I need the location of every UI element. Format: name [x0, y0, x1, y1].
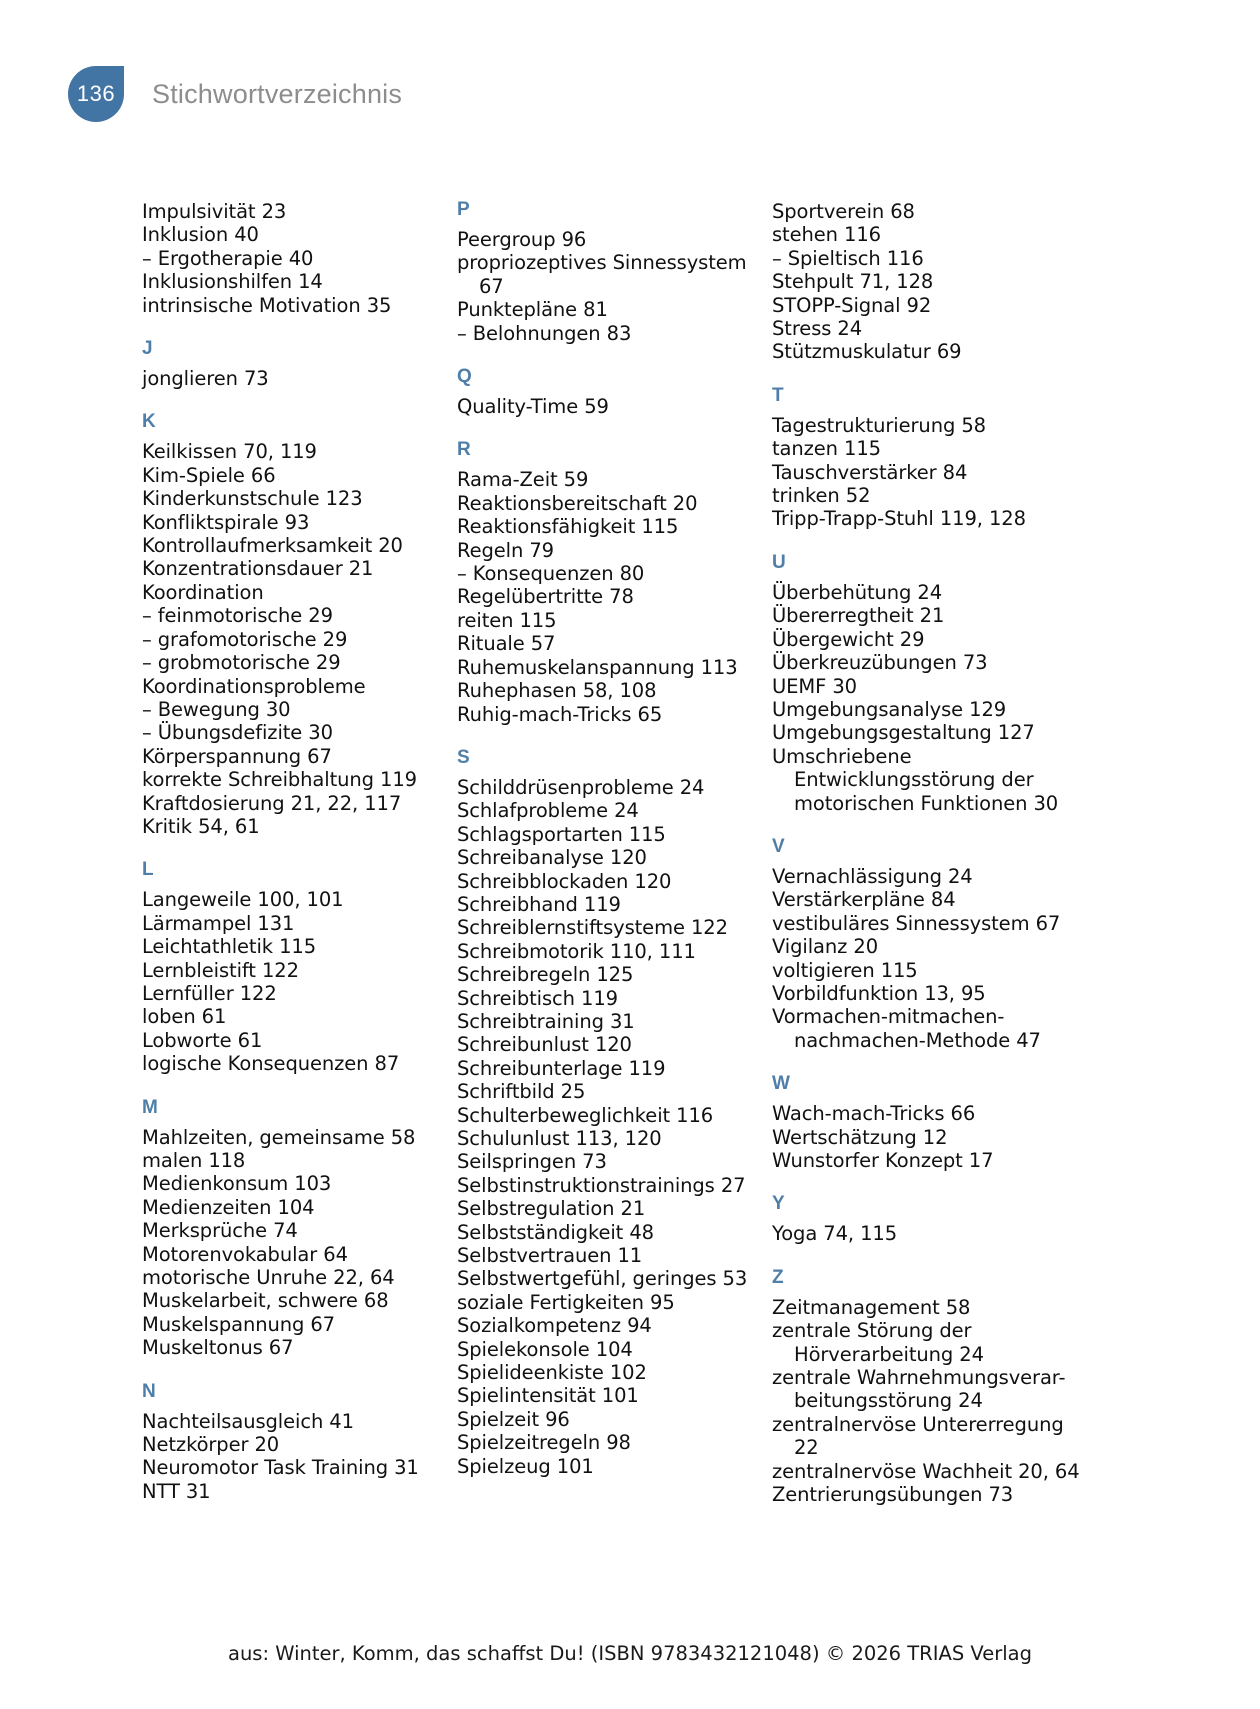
index-subentry — [772, 247, 1087, 270]
letter-heading: K — [142, 411, 156, 433]
letter-heading: L — [142, 859, 154, 881]
index-entry-text: Peergroup 96 — [457, 228, 587, 251]
index-entry — [772, 1296, 1087, 1319]
index-entry-text: – Übungsdefizite 30 — [142, 721, 333, 745]
page-title: Stichwortverzeichnis — [152, 78, 403, 109]
index-entry-text: zentralnervöse Wachheit 20, 64 — [772, 1459, 1080, 1483]
index-entry — [142, 1149, 457, 1172]
index-entry-text: motorische Unruhe 22, 64 — [142, 1266, 395, 1290]
index-entry-text: Wunstorfer Konzept 17 — [772, 1149, 994, 1172]
index-entry — [142, 511, 457, 534]
index-entry-text: Spielzeit 96 — [457, 1407, 570, 1431]
index-entry-text: Konfliktspirale 93 — [142, 510, 310, 534]
index-subentry — [142, 651, 457, 674]
column-2 — [457, 200, 772, 1506]
index-subentry — [457, 562, 772, 585]
index-entry — [772, 581, 1087, 604]
index-entry-text: Schreibanalyse 120 — [457, 846, 647, 870]
index-entry-text: Reaktionsbereitschaft 20 — [457, 491, 698, 515]
index-entry — [772, 912, 1087, 935]
index-entry — [457, 468, 772, 491]
index-entry — [772, 1366, 1087, 1413]
index-entry-text: – Bewegung 30 — [142, 697, 291, 721]
index-entry — [772, 959, 1087, 982]
index-entry-text: Quality-Time 59 — [457, 395, 609, 419]
index-entry — [457, 703, 772, 726]
index-entry — [772, 1483, 1087, 1506]
letter-heading: S — [457, 746, 470, 768]
index-entry-continuation: motorischen Funktionen 30 — [794, 791, 1059, 815]
index-entry-text: Stützmuskulatur 69 — [772, 340, 962, 364]
index-entry-continuation: 67 — [479, 274, 504, 298]
index-entry — [772, 745, 1087, 815]
index-entry-text: loben 61 — [142, 1005, 227, 1029]
index-entry-text: Inklusionshilfen 14 — [142, 270, 323, 294]
index-entry-text: Schlagsportarten 115 — [457, 822, 666, 846]
index-entry — [142, 1196, 457, 1219]
index-entry-text: Spielideenkiste 102 — [457, 1361, 647, 1385]
index-entry-text: Wach-mach-Tricks 66 — [772, 1102, 976, 1126]
index-entry-text: Langeweile 100, 101 — [142, 888, 344, 912]
letter-heading: P — [457, 199, 470, 220]
index-entry — [142, 935, 457, 958]
index-entry-text: korrekte Schreibhaltung 119 — [142, 768, 417, 792]
index-entry — [457, 987, 772, 1010]
index-entry-continuation: Entwicklungsstörung der — [794, 768, 1034, 792]
index-entry — [142, 440, 457, 463]
index-entry-text: Selbstständigkeit 48 — [457, 1220, 654, 1244]
index-entry-text: Spielintensität 101 — [457, 1384, 639, 1408]
index-entry — [772, 200, 1087, 223]
index-entry-text: Tauschverstärker 84 — [772, 460, 968, 484]
index-entry — [142, 888, 457, 911]
index-entry-text: Vorbildfunktion 13, 95 — [772, 981, 986, 1005]
index-entry — [457, 1244, 772, 1267]
index-entry — [142, 959, 457, 982]
page-footer: aus: Winter, Komm, das schaffst Du! (ISBN 9783432121048) © 2026 TRIAS Verlag — [228, 1642, 1032, 1665]
index-entry — [457, 1150, 772, 1173]
index-entry-text: malen 118 — [142, 1149, 246, 1172]
letter-heading: J — [142, 338, 153, 360]
index-entry — [772, 461, 1087, 484]
index-entry-text: Kraftdosierung 21, 22, 117 — [142, 791, 402, 815]
index-entry — [142, 1410, 457, 1433]
index-entry-text: Vernachlässigung 24 — [772, 864, 973, 888]
index-entry-text: Kinderkunstschule 123 — [142, 487, 363, 511]
index-entry-text: Stress 24 — [772, 317, 863, 341]
index-entry — [772, 294, 1087, 317]
index-entry-text: Schreibtraining 31 — [457, 1009, 635, 1033]
index-entry-text: Muskelarbeit, schwere 68 — [142, 1289, 389, 1313]
index-entry — [457, 585, 772, 608]
index-entry-text: Körperspannung 67 — [142, 744, 332, 768]
index-entry — [142, 1313, 457, 1336]
index-entry — [457, 893, 772, 916]
index-entry — [142, 1029, 457, 1052]
index-entry — [142, 675, 457, 698]
index-entry-text: jonglieren 73 — [142, 367, 269, 391]
index-entry — [457, 1104, 772, 1127]
index-entry-text: Schreibunlust 120 — [457, 1033, 632, 1057]
index-entry-text: tanzen 115 — [772, 437, 881, 461]
index-entry — [457, 251, 772, 298]
index-entry-continuation: beitungsstörung 24 — [794, 1389, 983, 1413]
index-entry — [142, 464, 457, 487]
index-entry — [772, 675, 1087, 698]
index-entry — [142, 367, 457, 390]
index-entry-text: Wertschätzung 12 — [772, 1125, 948, 1149]
index-entry-text: Schreibhand 119 — [457, 892, 621, 916]
index-entry-text: Übergewicht 29 — [772, 627, 925, 651]
index-entry — [772, 1460, 1087, 1483]
index-entry-text: Motorenvokabular 64 — [142, 1242, 348, 1266]
index-entry-text: NTT 31 — [142, 1479, 211, 1503]
index-entry — [772, 698, 1087, 721]
index-entry-text: Netzkörper 20 — [142, 1433, 280, 1457]
index-entry-text: logische Konsequenzen 87 — [142, 1052, 400, 1076]
index-entry-text: Leichtathletik 115 — [142, 935, 317, 959]
index-entry — [457, 1455, 772, 1478]
index-subentry — [142, 698, 457, 721]
index-entry-text: Merksprüche 74 — [142, 1219, 298, 1243]
index-entry — [457, 1431, 772, 1454]
index-entry — [142, 815, 457, 838]
index-entry-text: Lernfüller 122 — [142, 981, 277, 1005]
index-entry — [457, 1033, 772, 1056]
index-entry-text: Schreiblernstiftsysteme 122 — [457, 916, 728, 940]
index-entry — [457, 539, 772, 562]
index-entry-text: Koordination — [142, 580, 264, 604]
index-entry-text: zentrale Störung der — [772, 1319, 972, 1343]
index-entry-text: Übererregtheit 21 — [772, 604, 945, 628]
index-entry-text: Zentrierungsübungen 73 — [772, 1483, 1014, 1507]
index-entry-text: Schriftbild 25 — [457, 1080, 586, 1104]
index-entry — [142, 534, 457, 557]
index-entry — [142, 792, 457, 815]
index-entry-text: Schreibtisch 119 — [457, 986, 618, 1010]
index-entry — [772, 223, 1087, 246]
index-entry — [142, 1433, 457, 1456]
index-entry — [772, 604, 1087, 627]
index-entry-text: Selbstwertgefühl, geringes 53 — [457, 1267, 748, 1291]
letter-heading: M — [142, 1096, 158, 1118]
index-entry — [142, 1336, 457, 1359]
index-entry-text: Schreibblockaden 120 — [457, 869, 672, 893]
index-entry — [457, 1338, 772, 1361]
index-entry-text: Ruhephasen 58, 108 — [457, 679, 657, 703]
index-subentry — [457, 322, 772, 345]
index-entry-text: Punktepläne 81 — [457, 298, 608, 322]
index-entry — [142, 1243, 457, 1266]
index-entry — [772, 1126, 1087, 1149]
index-entry-text: propriozeptives Sinnessystem — [457, 251, 747, 275]
index-entry — [457, 515, 772, 538]
index-entry-text: Lernbleistift 122 — [142, 958, 299, 982]
index-entry — [772, 1005, 1087, 1052]
index-entry — [772, 507, 1087, 530]
index-entry — [142, 1219, 457, 1242]
index-entry-text: intrinsische Motivation 35 — [142, 293, 392, 317]
index-entry — [142, 200, 457, 223]
index-entry-text: Umgebungsgestaltung 127 — [772, 721, 1035, 745]
index-entry — [457, 632, 772, 655]
folio-number: 136 — [76, 81, 116, 106]
index-entry-text: Lobworte 61 — [142, 1028, 263, 1052]
index-entry-text: Vigilanz 20 — [772, 935, 878, 959]
index-entry-text: Muskeltonus 67 — [142, 1336, 294, 1360]
index-entry — [457, 1267, 772, 1290]
index-entry — [457, 916, 772, 939]
index-entry — [457, 395, 772, 418]
index-entry-text: – grafomotorische 29 — [142, 627, 348, 651]
letter-heading: Z — [772, 1266, 784, 1288]
index-entry — [142, 557, 457, 580]
index-columns — [142, 200, 1132, 1506]
index-subentry — [142, 247, 457, 270]
index-entry-text: Schreibregeln 125 — [457, 963, 634, 987]
page-header — [68, 66, 402, 122]
index-entry-text: zentralnervöse Untererregung — [772, 1412, 1064, 1436]
index-entry — [772, 270, 1087, 293]
index-entry-text: Lärmampel 131 — [142, 911, 295, 935]
index-entry — [142, 581, 457, 604]
index-entry-text: Selbstvertrauen 11 — [457, 1244, 643, 1268]
index-entry — [772, 1222, 1087, 1245]
index-entry-text: Spielzeug 101 — [457, 1454, 594, 1478]
index-entry-text: Tagestrukturierung 58 — [772, 413, 986, 437]
index-entry — [142, 912, 457, 935]
index-entry-text: Inklusion 40 — [142, 223, 259, 247]
index-entry-text: Schulterbeweglichkeit 116 — [457, 1103, 714, 1127]
index-entry — [142, 487, 457, 510]
index-entry — [772, 888, 1087, 911]
index-entry-text: Keilkissen 70, 119 — [142, 440, 317, 464]
index-entry — [772, 982, 1087, 1005]
letter-heading: Y — [772, 1193, 785, 1215]
index-entry-text: – feinmotorische 29 — [142, 604, 333, 628]
column-1 — [142, 200, 457, 1506]
index-entry-text: Konzentrationsdauer 21 — [142, 557, 374, 581]
index-entry — [457, 776, 772, 799]
index-entry — [772, 865, 1087, 888]
index-entry-text: Regeln 79 — [457, 538, 554, 562]
index-entry — [772, 1319, 1087, 1366]
index-entry — [142, 1052, 457, 1075]
index-entry-text: Rituale 57 — [457, 632, 556, 656]
index-entry-text: Selbstinstruktionstrainings 27 — [457, 1173, 746, 1197]
index-entry — [457, 846, 772, 869]
index-entry — [142, 1289, 457, 1312]
index-entry — [772, 1102, 1087, 1125]
letter-heading: R — [457, 439, 471, 461]
index-entry-text: Überbehütung 24 — [772, 580, 943, 604]
index-entry — [772, 340, 1087, 363]
index-entry-text: Umgebungsanalyse 129 — [772, 697, 1007, 721]
index-entry-text: Stehpult 71, 128 — [772, 270, 934, 294]
index-entry-text: Spielzeitregeln 98 — [457, 1431, 631, 1455]
index-entry-text: Reaktionsfähigkeit 115 — [457, 515, 679, 539]
index-entry-text: Mahlzeiten, gemeinsame 58 — [142, 1125, 416, 1149]
index-entry — [457, 1127, 772, 1150]
index-entry — [142, 1266, 457, 1289]
index-entry-text: Ruhemuskelanspannung 113 — [457, 655, 738, 679]
letter-heading: Q — [457, 366, 472, 388]
index-entry — [457, 823, 772, 846]
index-entry-text: Schreibunterlage 119 — [457, 1056, 666, 1080]
index-entry — [457, 1384, 772, 1407]
index-entry — [772, 628, 1087, 651]
letter-heading: U — [772, 551, 786, 573]
index-entry — [457, 940, 772, 963]
index-entry-text: reiten 115 — [457, 608, 557, 632]
index-entry-text: Sportverein 68 — [772, 200, 915, 223]
index-entry-text: Kim-Spiele 66 — [142, 463, 276, 487]
index-entry — [457, 1057, 772, 1080]
index-subentry — [142, 721, 457, 744]
index-entry — [142, 1126, 457, 1149]
index-entry — [142, 1456, 457, 1479]
index-entry-text: Verstärkerpläne 84 — [772, 888, 956, 912]
index-subentry — [142, 604, 457, 627]
index-entry-text: Umschriebene — [772, 744, 912, 768]
index-entry-text: Kontrollaufmerksamkeit 20 — [142, 534, 403, 558]
index-entry — [772, 317, 1087, 340]
index-entry-continuation: Hörverarbeitung 24 — [794, 1342, 984, 1366]
index-entry — [457, 1314, 772, 1337]
index-entry-text: Zeitmanagement 58 — [772, 1295, 971, 1319]
index-entry — [457, 1010, 772, 1033]
index-entry-text: Nachteilsausgleich 41 — [142, 1409, 354, 1433]
index-entry — [142, 1005, 457, 1028]
index-entry-text: Vormachen-mitmachen- — [772, 1005, 1005, 1029]
index-entry — [142, 745, 457, 768]
letter-heading: V — [772, 835, 785, 857]
letter-heading: W — [772, 1073, 790, 1095]
index-entry-text: soziale Fertigkeiten 95 — [457, 1290, 675, 1314]
index-entry — [142, 223, 457, 246]
index-entry-text: Selbstregulation 21 — [457, 1197, 646, 1221]
index-entry — [457, 656, 772, 679]
index-entry-text: Rama-Zeit 59 — [457, 468, 589, 492]
index-entry-text: Koordinationsprobleme — [142, 674, 366, 698]
index-entry — [457, 1291, 772, 1314]
index-entry — [772, 437, 1087, 460]
index-entry-text: – Ergotherapie 40 — [142, 246, 314, 270]
index-entry-text: stehen 116 — [772, 223, 881, 247]
index-entry — [142, 270, 457, 293]
index-entry — [772, 1149, 1087, 1172]
index-entry-text: Schlafprobleme 24 — [457, 799, 639, 823]
index-entry-text: – Spieltisch 116 — [772, 246, 924, 270]
index-entry — [772, 414, 1087, 437]
index-entry — [142, 1172, 457, 1195]
index-entry-continuation: 22 — [794, 1436, 819, 1460]
index-entry — [457, 679, 772, 702]
index-subentry — [142, 628, 457, 651]
index-entry-text: Kritik 54, 61 — [142, 814, 260, 838]
index-entry — [142, 1480, 457, 1503]
index-entry — [457, 1221, 772, 1244]
index-entry-text: Yoga 74, 115 — [772, 1222, 898, 1246]
index-entry — [772, 651, 1087, 674]
index-entry — [457, 492, 772, 515]
index-entry-text: – Konsequenzen 80 — [457, 562, 645, 586]
column-3 — [772, 200, 1087, 1506]
index-entry-text: Ruhig-mach-Tricks 65 — [457, 702, 663, 726]
index-entry — [457, 228, 772, 251]
index-entry — [457, 963, 772, 986]
index-entry — [772, 1413, 1087, 1460]
letter-heading: N — [142, 1380, 156, 1402]
index-entry — [457, 1080, 772, 1103]
index-entry — [772, 935, 1087, 958]
index-entry-text: Tripp-Trapp-Stuhl 119, 128 — [772, 507, 1026, 531]
index-entry-text: Impulsivität 23 — [142, 200, 287, 223]
index-entry-text: Schilddrüsenprobleme 24 — [457, 775, 705, 799]
index-entry-text: UEMF 30 — [772, 674, 857, 698]
index-entry — [142, 768, 457, 791]
folio-badge — [68, 66, 124, 122]
index-entry-text: – grobmotorische 29 — [142, 651, 341, 675]
index-entry-text: Schreibmotorik 110, 111 — [457, 939, 696, 963]
index-entry-text: Sozialkompetenz 94 — [457, 1314, 652, 1338]
index-entry — [457, 1408, 772, 1431]
index-entry-text: voltigieren 115 — [772, 958, 918, 982]
index-entry-text: Neuromotor Task Training 31 — [142, 1456, 419, 1480]
letter-heading: T — [772, 384, 784, 406]
index-entry — [457, 1197, 772, 1220]
index-entry-continuation: nachmachen-Methode 47 — [794, 1028, 1041, 1052]
index-entry — [457, 870, 772, 893]
index-entry-text: Muskelspannung 67 — [142, 1312, 335, 1336]
index-entry-text: trinken 52 — [772, 484, 871, 508]
index-entry-text: Überkreuzübungen 73 — [772, 651, 988, 675]
index-entry — [142, 294, 457, 317]
index-entry-text: Seilspringen 73 — [457, 1150, 607, 1174]
index-entry-text: vestibuläres Sinnessystem 67 — [772, 911, 1061, 935]
index-entry-text: – Belohnungen 83 — [457, 321, 632, 345]
index-entry — [457, 799, 772, 822]
index-entry — [457, 1174, 772, 1197]
index-entry — [457, 1361, 772, 1384]
index-entry — [772, 484, 1087, 507]
index-entry-text: Schulunlust 113, 120 — [457, 1127, 662, 1150]
index-entry — [142, 982, 457, 1005]
index-entry — [457, 609, 772, 632]
index-entry — [457, 298, 772, 321]
index-entry-text: Medienkonsum 103 — [142, 1172, 332, 1196]
index-entry-text: Regelübertritte 78 — [457, 585, 634, 609]
index-entry-text: Spielekonsole 104 — [457, 1337, 633, 1361]
index-entry-text: zentrale Wahrnehmungsverar- — [772, 1366, 1066, 1390]
index-entry — [772, 721, 1087, 744]
index-entry-text: STOPP-Signal 92 — [772, 293, 932, 317]
index-entry-text: Medienzeiten 104 — [142, 1195, 315, 1219]
